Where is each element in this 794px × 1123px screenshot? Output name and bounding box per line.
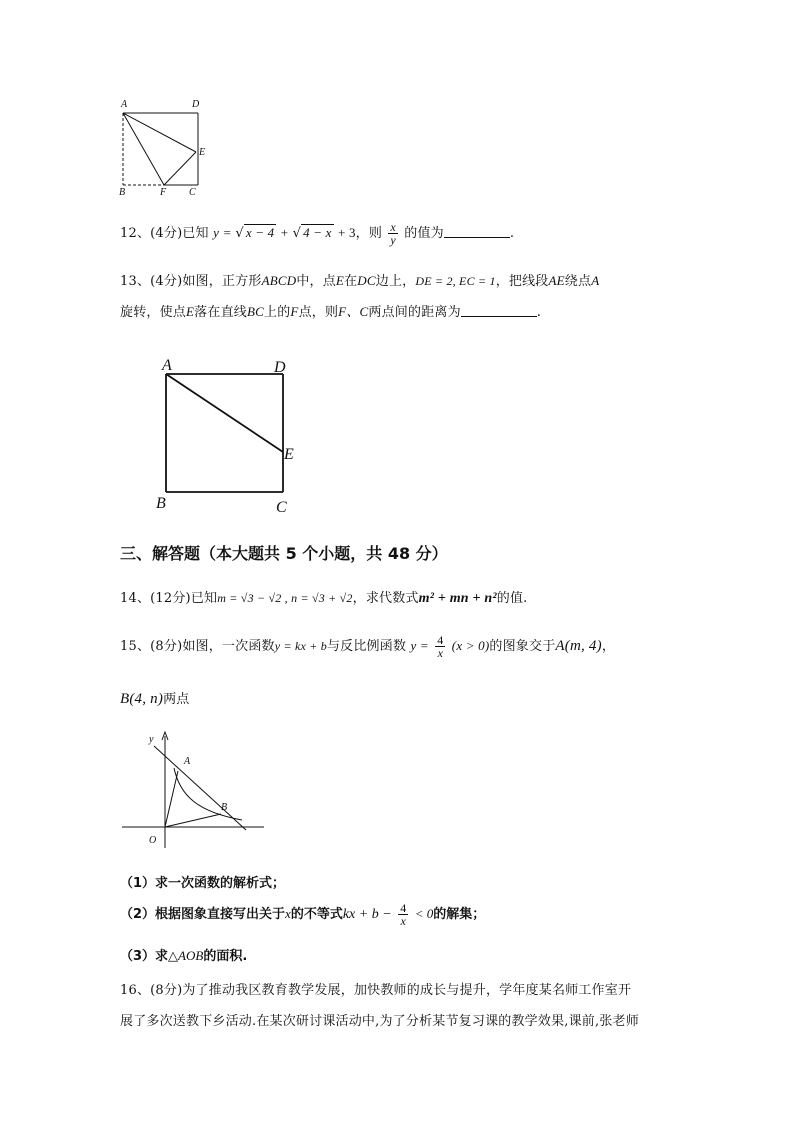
question-15-line1 [120, 634, 615, 659]
q13-text-e: ，把线段 [495, 274, 549, 289]
q13-text-i: 上的 [264, 305, 291, 320]
fig13-label-c: C [276, 499, 287, 516]
q12-then: ，则 [355, 226, 383, 241]
q12-y: y [213, 225, 220, 240]
section-heading: 三、解答题（本大题共 5 个小题，共 48 分） [120, 544, 448, 563]
q13-text-g: 旋转，使点 [120, 305, 187, 320]
q13-line-bc: BC [246, 304, 264, 319]
q15-text-d: ， [601, 639, 616, 654]
fig11-label-f: F [160, 187, 167, 198]
q12-plus: + [280, 225, 289, 240]
q13-text-j: 点，则 [298, 305, 339, 320]
q13-text-c: 在 [344, 274, 358, 289]
q13-text-h: 落在直线 [194, 305, 247, 320]
q15-sub2-text-a: （2）根据图象直接写出关于 [120, 907, 286, 922]
figure-q15 [118, 726, 268, 851]
q15-inverse-fraction [435, 634, 445, 659]
fig15-label-b: B [221, 802, 228, 813]
q13-point-e: E [335, 273, 345, 288]
question-16-line1: 16、(8分)为了推动我区教育教学发展，加快教师的成长与提升，学年度某名师工作室开 [120, 983, 632, 998]
fig11-label-a: A [121, 99, 128, 110]
q14-number: 14、(12分) [120, 591, 191, 606]
q13-seg-ae: AE [548, 273, 565, 288]
q12-fraction [388, 221, 398, 246]
q14-mid: ，求代数式 [352, 591, 419, 606]
fig15-hyperbola [174, 768, 242, 820]
fig15-label-a: A [184, 756, 191, 767]
q14-tail: 的值. [496, 591, 528, 606]
q13-text-a: 如图，正方形 [182, 274, 262, 289]
q13-point-f: F [290, 304, 299, 319]
q12-sqrt2: 4 − x [303, 225, 332, 240]
q15-sub-2 [120, 902, 485, 927]
q15-sub2-text-b: 的不等式 [290, 907, 343, 922]
fig11-label-e: E [199, 147, 206, 158]
q14-expression: m² + mn + n² [418, 591, 497, 606]
q12-plus3: + 3 [337, 225, 356, 240]
question-16-line2: 展了多次送教下乡活动.在某次研讨课活动中,为了分析某节复习课的教学效果,课前,张老师 [120, 1014, 639, 1029]
q15-text-a: 如图，一次函数 [182, 639, 275, 654]
q15-number: 15、(8分) [120, 639, 183, 654]
fig13-label-a: A [162, 357, 172, 374]
q13-text-k: 两点间的距离为 [368, 305, 461, 320]
q13-end: . [536, 305, 542, 320]
q13-seg-dc: DC [357, 273, 376, 288]
q13-text-d: 边上， [375, 274, 416, 289]
q15-sub3-text-b: 的面积. [203, 949, 248, 964]
fig15-line-graph [154, 746, 246, 830]
q13-answer-blank[interactable] [461, 304, 537, 317]
q15-text-b: 与反比例函数 [326, 639, 407, 654]
q15-sub3-text-a: （3）求 [120, 949, 169, 964]
fig11-seg-fe [164, 152, 196, 185]
q13-condition: DE = 2, EC = 1 [415, 274, 496, 288]
q15-sub2-text-c: 的解集； [433, 907, 486, 922]
question-15-line2 [120, 688, 189, 708]
fig15-seg-ob [165, 814, 221, 827]
q15-sub3-triangle: △AOB [168, 948, 204, 963]
fig13-label-b: B [156, 495, 166, 512]
q12-frac-num: x [390, 220, 396, 234]
q15-sub-3 [120, 945, 247, 964]
q12-frac-den: y [390, 233, 396, 247]
question-14 [120, 587, 528, 607]
q15-sub2-lt: < 0 [414, 906, 434, 921]
fig11-label-c: C [189, 187, 196, 198]
q12-answer-blank[interactable] [444, 225, 510, 238]
q15-point-a: A(m, 4) [555, 638, 602, 654]
q15-inv-den: x [435, 646, 445, 659]
q12-sqrt1: x − 4 [245, 225, 275, 240]
fig11-label-d: D [192, 99, 200, 110]
q13-text-b: 中，点 [296, 274, 336, 289]
q13-point-a: A [591, 273, 600, 288]
question-12: 12、(4分)已知 y = √ x − 4 + √ 4 − x + 3，则 $\frac{x}{y}$ 的值为 . [120, 220, 515, 247]
question-13-line1 [120, 270, 599, 289]
q12-end: . [509, 226, 515, 241]
q15-sub2-num: 4 [400, 901, 407, 915]
q15-linear: y = kx + b [274, 639, 327, 653]
q12-tail: 的值为 [404, 226, 444, 241]
q15-sub-1: （1）求一次函数的解析式； [120, 876, 286, 891]
fig15-label-y: y [149, 734, 154, 745]
q15-sub2-den: x [398, 914, 408, 927]
q15-sub2-x: x [285, 906, 291, 921]
fig13-label-e: E [284, 446, 294, 463]
fig13-label-d: D [274, 359, 286, 376]
figure-q13 [150, 352, 310, 520]
q15-inv-num: 4 [437, 633, 444, 647]
q15-sub2-fraction [398, 902, 408, 927]
q15-inverse-lhs: y = [410, 638, 429, 653]
q12-number: 12、(4分) [120, 226, 183, 241]
question-13-line2 [120, 301, 541, 320]
q15-text-e: 两点 [163, 692, 190, 707]
q15-sub2-expression: kx + b − [342, 907, 392, 922]
q13-text-f: 绕点 [564, 274, 592, 289]
q15-point-b: B(4, n) [120, 691, 164, 707]
q15-domain: (x > 0) [451, 638, 490, 653]
q13-point-e-2: E [186, 304, 195, 319]
q13-number: 13、(4分) [120, 274, 183, 289]
q13-points-fc: F、C [338, 304, 369, 319]
q13-square: ABCD [261, 273, 297, 288]
q12-lead: 已知 [182, 226, 209, 241]
fig15-label-o: O [149, 835, 157, 846]
q14-lead: 已知 [190, 591, 218, 606]
q15-text-c: 的图象交于 [489, 639, 556, 654]
fig13-seg-ae [166, 374, 283, 452]
fig15-seg-oa [165, 771, 178, 827]
q14-definitions: m = √3 − √2 , n = √3 + √2 [217, 591, 353, 605]
fig11-label-b: B [119, 187, 126, 198]
q12-eq: = [223, 225, 231, 240]
figure-q11 [112, 96, 217, 200]
